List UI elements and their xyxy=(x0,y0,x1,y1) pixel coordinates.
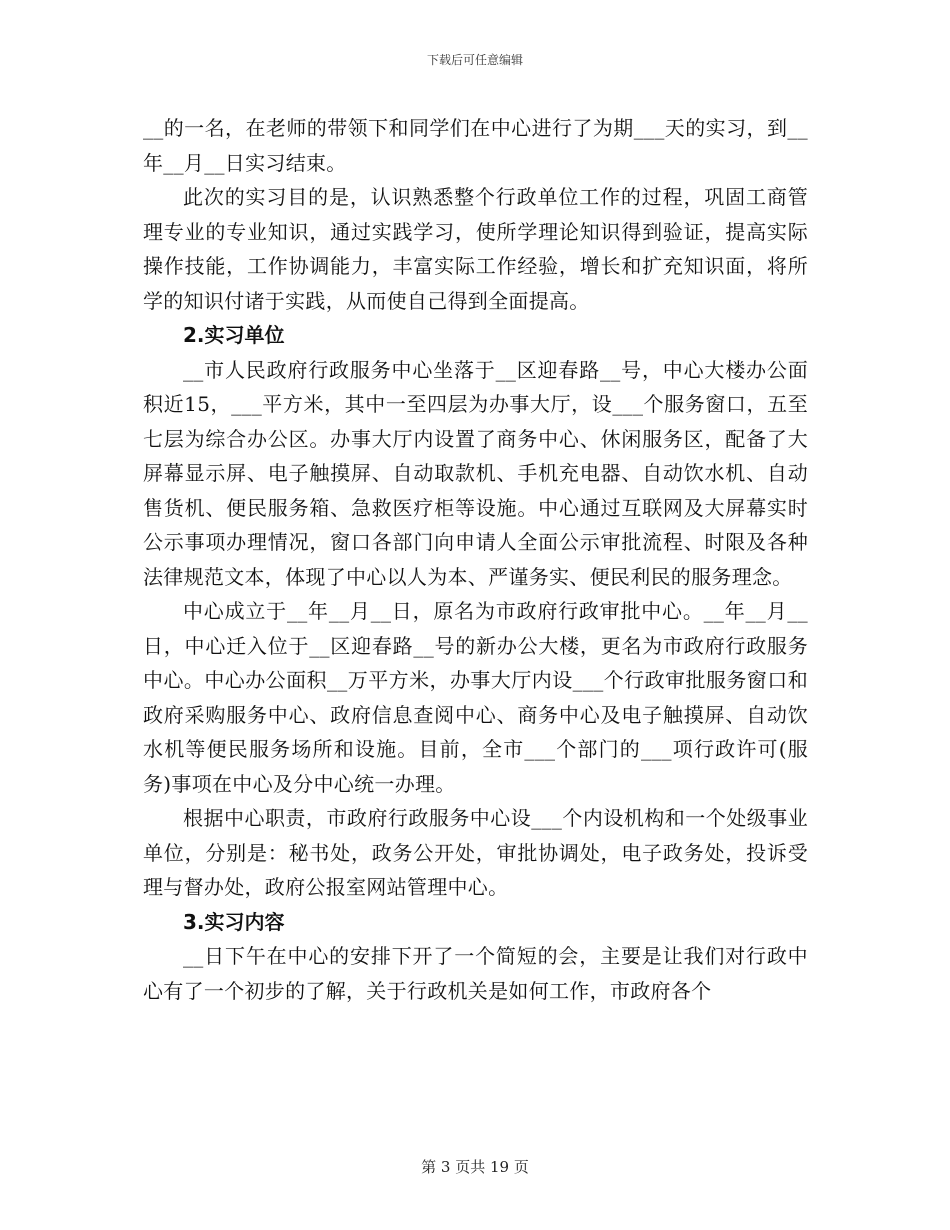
paragraph-internship-purpose: 此次的实习目的是，认识熟悉整个行政单位工作的过程，巩固工商管理专业的专业知识，通过实践学习，使所学理论知识得到验证，提高实际操作技能，工作协调能力，丰富实际工作经验，增长和扩充知识面，将所学的知识付诸于实践，从而使自己得到全面提高。 xyxy=(143,185,808,313)
page-footer-page-number: 第 3 页共 19 页 xyxy=(421,1158,529,1176)
section-heading-internship-unit: 2.实习单位 xyxy=(183,323,285,347)
paragraph-internship-period: __的一名，在老师的带领下和同学们在中心进行了为期___天的实习，到__年__月__日实习结束。 xyxy=(143,116,808,175)
paragraph-center-departments: 根据中心职责，市政府行政服务中心设___个内设机构和一个处级事业单位，分别是：秘书处，政务公开处，审批协调处，电子政务处，投诉受理与督办处，政府公报室网站管理中心。 xyxy=(143,806,808,899)
page-header: 下载后可任意编辑 xyxy=(426,53,523,67)
paragraph-center-history: 中心成立于__年__月__日，原名为市政府行政审批中心。__年__月__日，中心迁入位于__区迎春路__号的新办公大楼，更名为市政府行政服务中心。中心办公面积__万平方米，办事大厅内设___个行政审批服务窗口和政府采购服务中心、政府信息查阅中心、商务中心及电子触摸屏、自动饮水机等便民服务场所和设施。目前，全市___个部门的___项行政许可(服务)事项在中心及分中心统一办理。 xyxy=(143,599,808,796)
paragraph-center-location: __市人民政府行政服务中心坐落于__区迎春路__号，中心大楼办公面积近15，___平方米，其中一至四层为办事大厅，设___个服务窗口，五至七层为综合办公区。办事大厅内设置了商务中心、休闲服务区，配备了大屏幕显示屏、电子触摸屏、自动取款机、手机充电器、自动饮水机、自动售货机、便民服务箱、急救医疗柜等设施。中心通过互联网及大屏幕实时公示事项办理情况，窗口各部门向申请人全面公示审批流程、时限及各种法律规范文本，体现了中心以人为本、严谨务实、便民利民的服务理念。 xyxy=(143,357,808,589)
document-body xyxy=(143,111,808,1008)
paragraph-internship-meeting: __日下午在中心的安排下开了一个简短的会，主要是让我们对行政中心有了一个初步的了解，关于行政机关是如何工作，市政府各个 xyxy=(143,944,808,1003)
section-heading-internship-content: 3.实习内容 xyxy=(183,909,285,934)
